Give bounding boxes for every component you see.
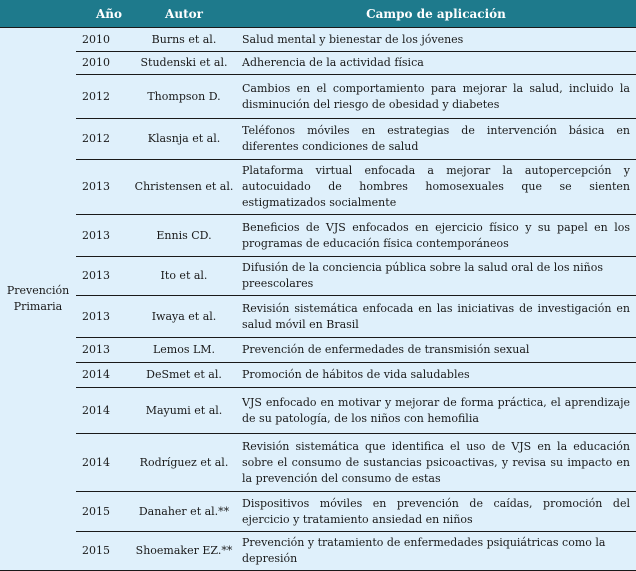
author-cell: Ennis CD. xyxy=(132,215,236,257)
year-cell: 2015 xyxy=(76,492,132,532)
year-cell: 2014 xyxy=(76,363,132,388)
year-cell: 2014 xyxy=(76,388,132,434)
year-cell: 2010 xyxy=(76,28,132,52)
table-row xyxy=(0,215,636,257)
year-cell: 2014 xyxy=(76,434,132,492)
field-cell: Difusión de la conciencia pública sobre la salud oral de los niños preescolares xyxy=(236,257,636,296)
table-row xyxy=(0,28,636,52)
field-cell: Cambios en el comportamiento para mejorar la salud, incluido la disminución del riesgo de obesidad y diabetes xyxy=(236,75,636,119)
field-cell: Plataforma virtual enfocada a mejorar la autopercepción y autocuidado de hombres homosexuales que se sienten estigmatizados socialmente xyxy=(236,160,636,215)
year-cell: 2013 xyxy=(76,257,132,296)
table-row xyxy=(0,160,636,215)
field-cell: Teléfonos móviles en estrategias de intervención básica en diferentes condiciones de salud xyxy=(236,119,636,160)
author-cell: Christensen et al. xyxy=(132,160,236,215)
header-year: Año xyxy=(76,0,132,28)
year-cell: 2013 xyxy=(76,215,132,257)
field-cell: Prevención de enfermedades de transmisión sexual xyxy=(236,338,636,363)
field-cell: Revisión sistemática que identifica el uso de VJS en la educación sobre el consumo de sustancias psicoactivas, y revisa su impacto en la prevención del consumo de estas xyxy=(236,434,636,492)
category-label-line: Primaria xyxy=(13,300,63,313)
author-cell: Mayumi et al. xyxy=(132,388,236,434)
table-row xyxy=(0,338,636,363)
author-cell: DeSmet et al. xyxy=(132,363,236,388)
table-row xyxy=(0,434,636,492)
field-cell: Promoción de hábitos de vida saludables xyxy=(236,363,636,388)
author-cell: Iwaya et al. xyxy=(132,296,236,338)
year-cell: 2013 xyxy=(76,160,132,215)
table-row xyxy=(0,492,636,532)
header-field: Campo de aplicación xyxy=(236,0,636,28)
table-row xyxy=(0,363,636,388)
year-cell: 2013 xyxy=(76,338,132,363)
table-body xyxy=(0,28,636,571)
year-cell: 2012 xyxy=(76,75,132,119)
field-cell: VJS enfocado en motivar y mejorar de forma práctica, el aprendizaje de su patología, de los niños con hemofilia xyxy=(236,388,636,434)
author-cell: Thompson D. xyxy=(132,75,236,119)
table-row xyxy=(0,119,636,160)
author-cell: Rodríguez et al. xyxy=(132,434,236,492)
author-cell: Burns et al. xyxy=(132,28,236,52)
author-cell: Lemos LM. xyxy=(132,338,236,363)
year-cell: 2013 xyxy=(76,296,132,338)
field-cell: Revisión sistemática enfocada en las iniciativas de investigación en salud móvil en Brasil xyxy=(236,296,636,338)
author-cell: Danaher et al.** xyxy=(132,492,236,532)
table-row xyxy=(0,388,636,434)
author-cell: Studenski et al. xyxy=(132,52,236,75)
table-header-row xyxy=(0,0,636,28)
author-cell: Ito et al. xyxy=(132,257,236,296)
field-cell: Prevención y tratamiento de enfermedades psiquiátricas como la depresión xyxy=(236,532,636,571)
field-cell: Adherencia de la actividad física xyxy=(236,52,636,75)
table-row xyxy=(0,296,636,338)
author-cell: Klasnja et al. xyxy=(132,119,236,160)
category-cell xyxy=(0,28,76,571)
year-cell: 2015 xyxy=(76,532,132,571)
field-cell: Dispositivos móviles en prevención de caídas, promoción del ejercicio y tratamiento ansiedad en niños xyxy=(236,492,636,532)
table-row xyxy=(0,532,636,571)
author-cell: Shoemaker EZ.** xyxy=(132,532,236,571)
field-cell: Beneficios de VJS enfocados en ejercicio físico y su papel en los programas de educación física contemporáneos xyxy=(236,215,636,257)
year-cell: 2012 xyxy=(76,119,132,160)
field-cell: Salud mental y bienestar de los jóvenes xyxy=(236,28,636,52)
year-cell: 2010 xyxy=(76,52,132,75)
table-row xyxy=(0,52,636,75)
category-label-line: Prevención xyxy=(6,284,70,297)
table-row xyxy=(0,75,636,119)
table-row xyxy=(0,257,636,296)
header-author: Autor xyxy=(132,0,236,28)
header-category xyxy=(0,0,76,28)
